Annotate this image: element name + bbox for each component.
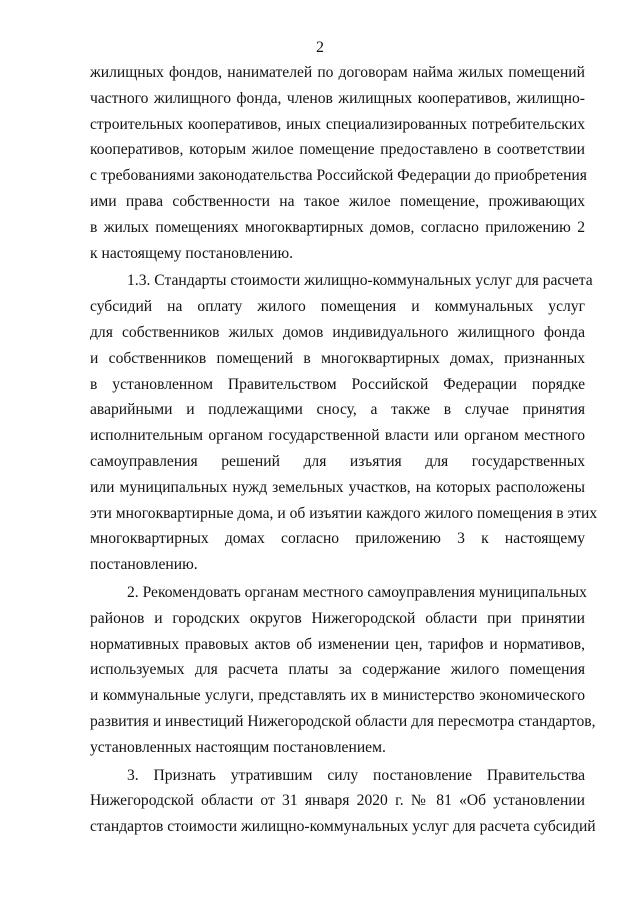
document-body [90,60,598,840]
text-line: исполнительным органом государственной власти или органом местного [90,427,585,445]
text-line: установленных настоящим постановлением. [90,738,386,756]
text-line: стандартов стоимости жилищно-коммунальных услуг для расчета субсидий [90,818,596,836]
text-line: Нижегородской области от 31 января 2020 г. № 81 «Об установлении [90,792,585,810]
paragraph-2 [90,580,596,761]
text-line: жилищных фондов, нанимателей по договорам найма жилых помещений [90,64,585,81]
paragraph-3 [90,763,596,840]
text-line: эти многоквартирные дома, и об изъятии каждого жилого помещения в этих [90,504,598,522]
text-line: и коммунальные услуги, представлять их в министерство экономического [90,687,585,705]
text-line: частного жилищного фонда, членов жилищных кооперативов, жилищно- [90,89,585,107]
page-number: 2 [316,39,324,56]
text-line: кооперативов, которым жилое помещение предоставлено в соответствии [90,141,585,159]
text-line: 1.3. Стандарты стоимости жилищно-коммунальных услуг для расчета [127,272,593,290]
paragraph-continuation [90,60,585,266]
text-line: ими права собственности на такое жилое помещение, проживающих [90,192,585,210]
text-line: постановлению. [90,556,198,574]
text-line: районов и городских округов Нижегородской области при принятии [90,609,585,627]
text-line: 2. Рекомендовать органам местного самоуправления муниципальных [127,583,587,601]
text-line: строительных кооперативов, иных специализированных потребительских [90,115,585,133]
text-line: многоквартирных домах согласно приложению 3 к настоящему [90,530,585,548]
text-line: и собственников помещений в многоквартирных домах, признанных [90,349,585,367]
text-line: самоуправления решений для изъятия для государственных [90,452,585,470]
text-line: развития и инвестиций Нижегородской области для пересмотра стандартов, [90,712,596,730]
text-line: нормативных правовых актов об изменении цен, тарифов и нормативов, [90,635,585,653]
text-line: субсидий на оплату жилого помещения и коммунальных услуг [90,298,585,316]
text-line: аварийными и подлежащими сносу, а также в случае принятия [90,401,585,419]
text-line: для собственников жилых домов индивидуального жилищного фонда [90,323,585,341]
text-line: или муниципальных нужд земельных участков, на которых расположены [90,478,585,496]
text-line: с требованиями законодательства Российской Федерации до приобретения [90,167,587,185]
text-line: 3. Признать утратившим силу постановление Правительства [127,766,585,784]
text-line: в установленном Правительством Российской Федерации порядке [90,375,585,393]
paragraph-1-3 [90,268,598,578]
text-line: к настоящему постановлению. [90,244,294,262]
text-line: в жилых помещениях многоквартирных домов, согласно приложению 2 [90,218,585,236]
text-line: используемых для расчета платы за содержание жилого помещения [90,661,585,679]
